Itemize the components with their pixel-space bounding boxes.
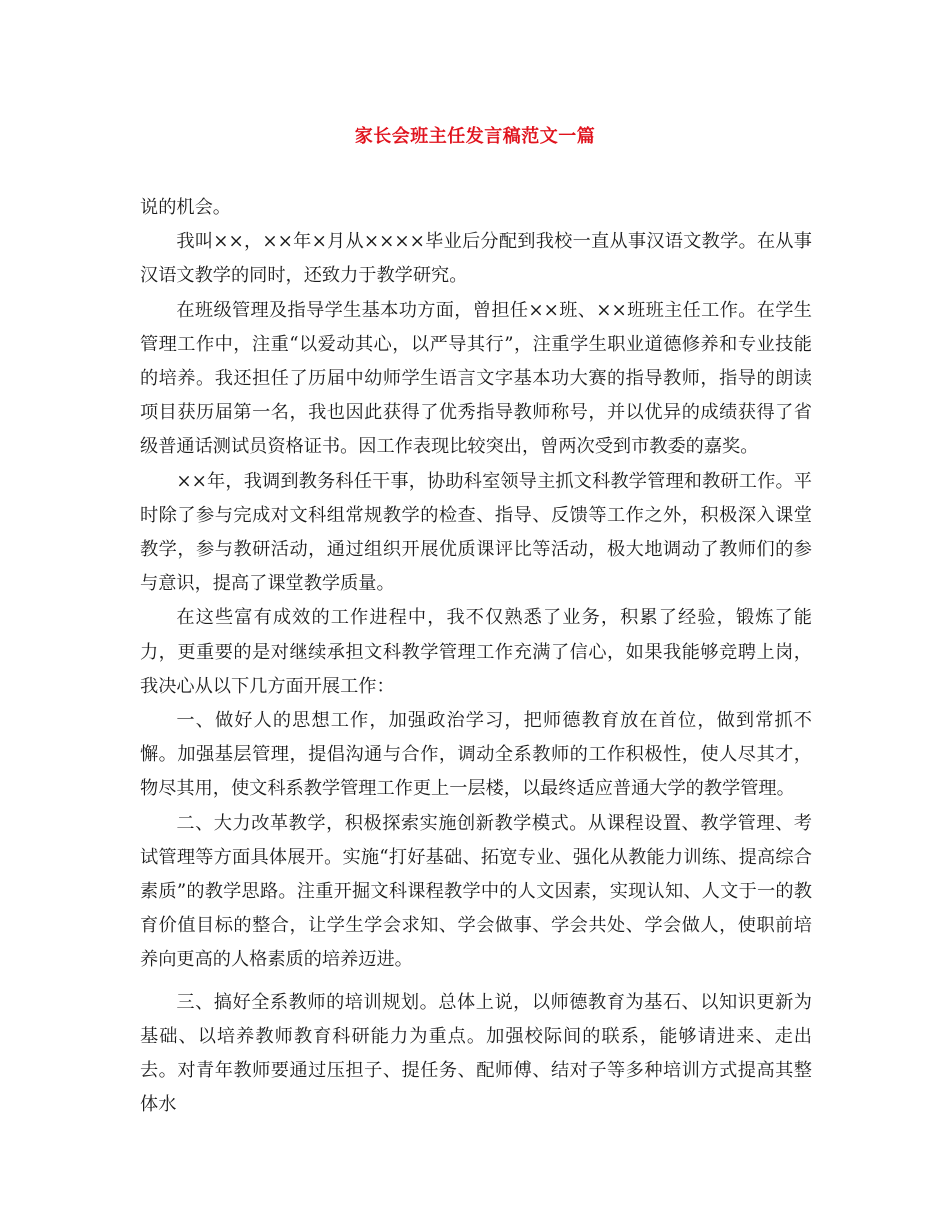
paragraph: ××年，我调到教务科任干事，协助科室领导主抓文科教学管理和教研工作。平时除了参与完成对文科组常规教学的检查、指导、反馈等工作之外，积极深入课堂教学，参与教研活动，通过组织开展优质课评比等活动，极大地调动了教师们的参与意识，提高了课堂教学质量。 (140, 470, 812, 595)
paragraph: 三、搞好全系教师的培训规划。总体上说，以师德教育为基石、以知识更新为基础、以培养教师教育科研能力为重点。加强校际间的联系，能够请进来、走出去。对青年教师要通过压担子、提任务、配师傅、结对子等多种培训方式提高其整体水 (140, 991, 812, 1116)
paragraph: 在这些富有成效的工作进程中，我不仅熟悉了业务，积累了经验，锻炼了能力，更重要的是对继续承担文科教学管理工作充满了信心，如果我能够竞聘上岗，我决心从以下几方面开展工作： (140, 607, 812, 697)
document-title: 家长会班主任发言稿范文一篇 (354, 126, 596, 147)
document-body (140, 191, 812, 1122)
paragraph: 一、做好人的思想工作，加强政治学习，把师德教育放在首位，做到常抓不懈。加强基层管理，提倡沟通与合作，调动全系教师的工作积极性，使人尽其才，物尽其用，使文科系教学管理工作更上一层楼，以最终适应普通大学的教学管理。 (140, 710, 812, 800)
paragraph: 我叫××，××年×月从××××毕业后分配到我校一直从事汉语文教学。在从事汉语文教学的同时，还致力于教学研究。 (140, 231, 812, 287)
paragraph: 说的机会。 (140, 197, 231, 218)
paragraph: 二、大力改革教学，积极探索实施创新教学模式。从课程设置、教学管理、考试管理等方面具体展开。实施“打好基础、拓宽专业、强化从教能力训练、提高综合素质”的教学思路。注重开掘文科课程教学中的人文因素，实现认知、人文于一的教育价值目标的整合，让学生学会求知、学会做事、学会共处、学会做人，使职前培养向更高的人格素质的培养迈进。 (140, 812, 812, 971)
paragraph: 在班级管理及指导学生基本功方面，曾担任××班、××班班主任工作。在学生管理工作中，注重“以爱动其心，以严导其行”，注重学生职业道德修养和专业技能的培养。我还担任了历届中幼师学生语言文字基本功大赛的指导教师，指导的朗读项目获历届第一名，我也因此获得了优秀指导教师称号，并以优异的成绩获得了省级普通话测试员资格证书。因工作表现比较突出，曾两次受到市教委的嘉奖。 (140, 299, 812, 458)
